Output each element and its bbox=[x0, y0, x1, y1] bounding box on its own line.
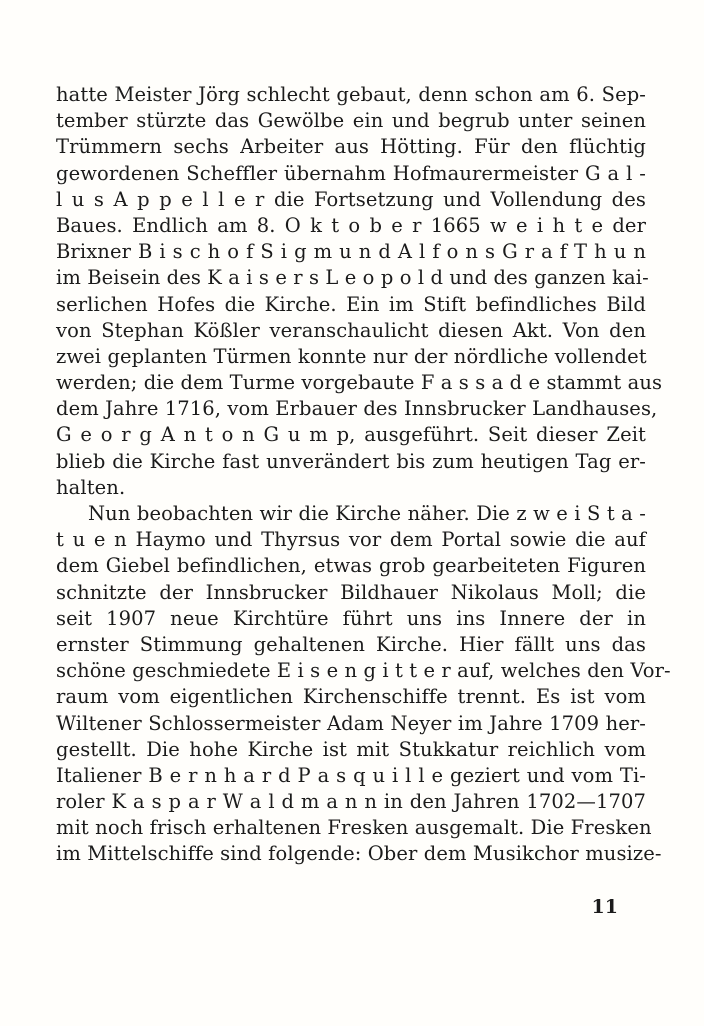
page-number: 11 bbox=[591, 896, 618, 918]
text-line: halten. bbox=[56, 475, 126, 499]
text-line: im Mittelschiffe sind folgende: Ober dem Musikchor musize- bbox=[56, 842, 662, 866]
paragraph-2 bbox=[56, 501, 671, 868]
text-line: zwei geplanten Türmen konnte nur der nördliche vollendet bbox=[56, 344, 647, 368]
text-line: werden; die dem Turme vorgebaute F a s s a d e stammt aus bbox=[56, 371, 663, 395]
text-line: gestellt. Die hohe Kirche ist mit Stukkatur reichlich vom bbox=[56, 737, 646, 761]
text-line: Brixner B i s c h o f S i g m u n d A l f o n s G r a f T h u n bbox=[56, 240, 646, 264]
text-line: Baues. Endlich am 8. O k t o b e r 1665 w e i h t e der bbox=[56, 213, 646, 237]
text-line: roler K a s p a r W a l d m a n n in den Jahren 1702—1707 bbox=[56, 790, 646, 814]
text-line: t u e n Haymo und Thyrsus vor dem Portal sowie die auf bbox=[56, 528, 646, 552]
text-line: ernster Stimmung gehaltenen Kirche. Hier fällt uns das bbox=[56, 632, 646, 656]
text-line: schnitzte der Innsbrucker Bildhauer Nikolaus Moll; die bbox=[56, 580, 646, 604]
text-line: schöne geschmiedete E i s e n g i t t e r auf, welches den Vor- bbox=[56, 659, 671, 683]
text-line: gewordenen Scheffler übernahm Hofmaurermeister G a l - bbox=[56, 161, 646, 185]
text-line: Nun beobachten wir die Kirche näher. Die z w e i S t a - bbox=[88, 502, 646, 525]
text-line: l u s A p p e l l e r die Fortsetzung und Vollendung des bbox=[56, 187, 646, 211]
text-line: im Beisein des K a i s e r s L e o p o l d und des ganzen kai- bbox=[56, 266, 649, 290]
text-line: von Stephan Kößler veranschaulicht diesen Akt. Von den bbox=[56, 318, 646, 342]
text-line: seit 1907 neue Kirchtüre führt uns ins Innere der in bbox=[56, 606, 646, 630]
text-line: mit noch frisch erhaltenen Fresken ausgemalt. Die Fresken bbox=[56, 816, 652, 840]
text-line: raum vom eigentlichen Kirchenschiffe trennt. Es ist vom bbox=[56, 685, 646, 709]
text-line: blieb die Kirche fast unverändert bis zum heutigen Tag er- bbox=[56, 449, 646, 473]
text-line: serlichen Hofes die Kirche. Ein im Stift befindliches Bild bbox=[56, 292, 646, 316]
body-text bbox=[56, 82, 671, 868]
text-line: Wiltener Schlossermeister Adam Neyer im Jahre 1709 her- bbox=[56, 711, 646, 735]
text-line: dem Jahre 1716, vom Erbauer des Innsbrucker Landhauses, bbox=[56, 397, 658, 421]
text-line: Trümmern sechs Arbeiter aus Hötting. Für den flüchtig bbox=[56, 135, 646, 159]
text-line: dem Giebel befindlichen, etwas grob gearbeiteten Figuren bbox=[56, 554, 646, 578]
text-line: Italiener B e r n h a r d P a s q u i l l e geziert und vom Ti- bbox=[56, 763, 646, 787]
paragraph-1 bbox=[56, 82, 663, 501]
text-line: G e o r g A n t o n G u m p, ausgeführt. Seit dieser Zeit bbox=[56, 423, 646, 447]
text-line: tember stürzte das Gewölbe ein und begrub unter seinen bbox=[56, 109, 646, 133]
text-line: hatte Meister Jörg schlecht gebaut, denn schon am 6. Sep- bbox=[56, 83, 646, 106]
